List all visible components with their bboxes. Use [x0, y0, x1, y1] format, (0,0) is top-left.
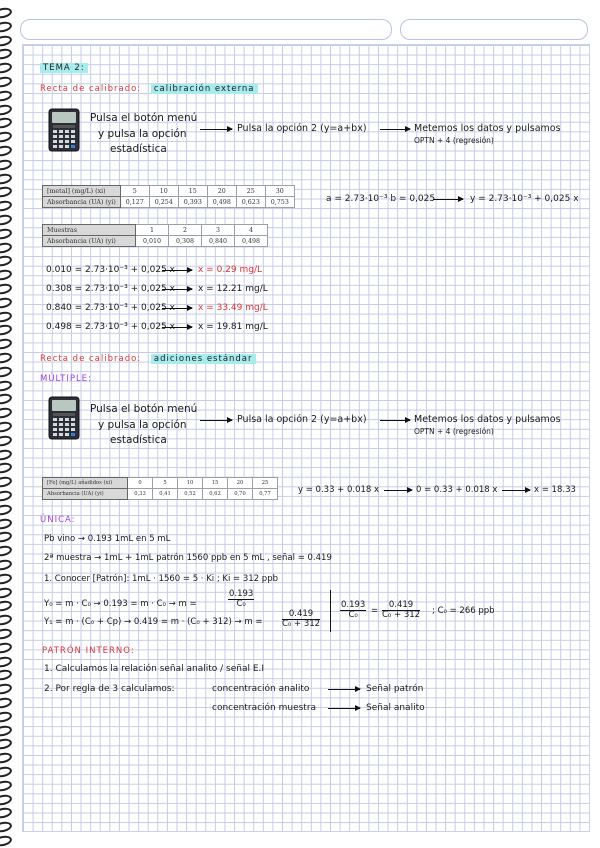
table-cell: 5 — [120, 186, 149, 197]
arrow-icon — [328, 708, 360, 709]
s1-step3-line2: OPTN + 4 (regresión) — [414, 136, 494, 145]
table-cell: 0,77 — [253, 489, 278, 500]
binding-ring — [0, 710, 13, 724]
binding-ring — [0, 324, 13, 338]
table-cell: 0,393 — [178, 197, 207, 208]
arrow-icon — [433, 199, 463, 200]
binding-ring — [0, 682, 13, 696]
calculator-icon — [48, 396, 80, 440]
binding-ring — [0, 641, 13, 655]
s1-step1-line2: y pulsa la opción — [98, 128, 187, 140]
table-cell: 0,010 — [136, 236, 169, 247]
binding-ring — [0, 531, 13, 545]
binding-ring — [0, 89, 13, 103]
table-cell: 0,33 — [128, 489, 153, 500]
fraction-denominator: C₀ — [348, 610, 358, 620]
binding-ring — [0, 627, 13, 641]
table-cell: 0,254 — [149, 197, 178, 208]
table-cell: 0,41 — [153, 489, 178, 500]
sample-equation: 0.010 = 2.73·10⁻³ + 0,025 x — [46, 265, 175, 275]
binding-ring — [0, 613, 13, 627]
patron-step1: 1. Calculamos la relación señal analito / señal E.I — [44, 664, 265, 674]
binding-ring — [0, 517, 13, 531]
binding-ring — [0, 793, 13, 807]
binding-ring — [0, 130, 13, 144]
binding-ring — [0, 172, 13, 186]
patron-right2: Señal analito — [366, 703, 425, 713]
binding-ring — [0, 406, 13, 420]
s2-step3-line2: OPTN + 4 (regresión) — [414, 427, 494, 436]
s1-step1-line3: estadística — [110, 143, 167, 155]
binding-ring — [0, 186, 13, 200]
sample-result: x = 0.29 mg/L — [198, 265, 263, 275]
regression1-equation: y = 2.73·10⁻³ + 0,025 x — [470, 194, 579, 204]
table-row — [43, 489, 278, 500]
binding-ring — [0, 379, 13, 393]
table-cell: 10 — [178, 478, 203, 489]
binding-ring — [0, 475, 13, 489]
s2-step1-line3: estadística — [110, 434, 167, 446]
divider — [330, 590, 331, 632]
arrow-icon — [162, 289, 192, 290]
sample-result: x = 12.21 mg/L — [198, 284, 268, 294]
table-row — [43, 197, 295, 208]
arrow-icon — [162, 308, 192, 309]
fraction — [228, 590, 254, 609]
fraction-denominator: C₀ — [236, 599, 246, 609]
binding-ring — [0, 61, 13, 75]
patron-step2: 2. Por regla de 3 calculamos: — [44, 684, 175, 694]
unica-line4: Y₀ = m · C₀ → 0.193 = m · C₀ → m = — [44, 599, 197, 609]
binding-ring — [0, 268, 13, 282]
binding-ring — [0, 227, 13, 241]
binding-ring — [0, 420, 13, 434]
binding-ring — [0, 448, 13, 462]
binding-ring — [0, 751, 13, 765]
binding-ring — [0, 255, 13, 269]
sample-equation: 0.498 = 2.73·10⁻³ + 0,025 x — [46, 322, 175, 332]
binding-ring — [0, 241, 13, 255]
table-cell: 0,498 — [235, 236, 268, 247]
arrow-icon — [328, 689, 360, 690]
section2-heading: Recta de calibrado: adiciones estándar — [40, 353, 256, 365]
binding-ring — [0, 213, 13, 227]
binding-ring — [0, 282, 13, 296]
s1-step3-line1: Metemos los datos y pulsamos — [414, 123, 561, 134]
table-row-label: Absorbancia (UA) (yi) — [43, 489, 128, 500]
header-tab-left — [20, 19, 392, 40]
table-cell: 2 — [169, 225, 202, 236]
binding-ring — [0, 158, 13, 172]
arrow-icon — [162, 270, 192, 271]
table-cell: 0 — [128, 478, 153, 489]
table-row — [43, 186, 295, 197]
binding-ring — [0, 655, 13, 669]
table-cell: 5 — [153, 478, 178, 489]
regression1-params: a = 2.73·10⁻³ b = 0,025 — [326, 194, 436, 204]
table-cell: 30 — [265, 186, 294, 197]
equals-sign: = — [371, 606, 379, 616]
binding-ring — [0, 48, 13, 62]
header-tab-right — [400, 19, 588, 40]
table-cell: 20 — [207, 186, 236, 197]
binding-ring — [0, 834, 13, 848]
table-cell: 25 — [253, 478, 278, 489]
tema-title: TEMA 2: — [40, 62, 88, 74]
sample-equation: 0.840 = 2.73·10⁻³ + 0,025 x — [46, 303, 175, 313]
patron-label: PATRÓN INTERNO: — [42, 646, 135, 656]
binding-ring — [0, 365, 13, 379]
table-cell: 0,70 — [228, 489, 253, 500]
table-cell: 0,753 — [265, 197, 294, 208]
fraction-numerator: 0.419 — [382, 601, 420, 611]
table-standard-additions — [42, 477, 278, 500]
binding-ring — [0, 117, 13, 131]
binding-ring — [0, 669, 13, 683]
arrow-icon — [200, 420, 232, 421]
binding-ring — [0, 462, 13, 476]
fraction-numerator: 0.419 — [282, 610, 320, 620]
section1-heading: Recta de calibrado: calibración externa — [40, 83, 258, 95]
arrow-icon — [384, 490, 412, 491]
fraction — [340, 601, 366, 620]
binding-ring — [0, 337, 13, 351]
s2-step1-line2: y pulsa la opción — [98, 419, 187, 431]
binding-ring — [0, 296, 13, 310]
table-row — [43, 478, 278, 489]
binding-ring — [0, 779, 13, 793]
s1-step2: Pulsa la opción 2 (y=a+bx) — [237, 123, 367, 134]
table-cell: 3 — [202, 225, 235, 236]
binding-ring — [0, 765, 13, 779]
fraction — [282, 610, 320, 629]
binding-ring — [0, 34, 13, 48]
arrow-icon — [162, 327, 192, 328]
binding-ring — [0, 489, 13, 503]
unica-line1: Pb vino → 0.193 1mL en 5 mL — [44, 534, 171, 544]
unica-result: ; C₀ = 266 ppb — [432, 606, 495, 616]
binding-ring — [0, 696, 13, 710]
table-cell: 0,623 — [236, 197, 265, 208]
s2-step1-line1: Pulsa el botón menú — [90, 403, 198, 415]
table-row — [43, 225, 268, 236]
patron-left1: concentración analito — [212, 684, 310, 694]
binding-ring — [0, 820, 13, 834]
binding-ring — [0, 586, 13, 600]
regression2-zero-eq: 0 = 0.33 + 0.018 x — [416, 485, 498, 495]
binding-ring — [0, 310, 13, 324]
unica-label: ÚNICA: — [40, 515, 76, 525]
binding-ring — [0, 393, 13, 407]
table-row-label: Muestras — [43, 225, 136, 236]
binding-ring — [0, 738, 13, 752]
table-cell: 15 — [178, 186, 207, 197]
unica-line3-text: 1. Conocer [Patrón]: 1mL · 1560 = 5 · Ki ; Ki = 312 ppb — [44, 574, 278, 584]
table-cell: 4 — [235, 225, 268, 236]
binding-ring — [0, 558, 13, 572]
table-cell: 0,127 — [120, 197, 149, 208]
binding-ring — [0, 6, 13, 20]
unica-line5: Y₁ = m · (C₀ + Cp) → 0.419 = m · (C₀ + 312) → m = — [44, 617, 263, 627]
fraction-numerator: 0.193 — [229, 589, 254, 599]
table-row-label: [Fe] (mg/L) añadidos (xi) — [43, 478, 128, 489]
binding-ring — [0, 544, 13, 558]
binding-ring — [0, 75, 13, 89]
binding-ring — [0, 807, 13, 821]
table-cell: 15 — [203, 478, 228, 489]
table-cell: 0,62 — [203, 489, 228, 500]
table-cell: 1 — [136, 225, 169, 236]
fraction-denominator: C₀ + 312 — [282, 619, 321, 629]
table-row-label: Absorbancia (UA) (yi) — [43, 197, 121, 208]
binding-ring — [0, 144, 13, 158]
s2-step3-line1: Metemos los datos y pulsamos — [414, 414, 561, 425]
table-calibration — [42, 185, 295, 208]
regression2-result: x = 18.33 — [534, 485, 576, 495]
binding-ring — [0, 724, 13, 738]
binding-ring — [0, 199, 13, 213]
patron-right1: Señal patrón — [366, 684, 424, 694]
table-cell: 0,308 — [169, 236, 202, 247]
binding-ring — [0, 600, 13, 614]
table-row-label: [metal] (mg/L) (xi) — [43, 186, 121, 197]
table-cell: 0,52 — [178, 489, 203, 500]
table-cell: 25 — [236, 186, 265, 197]
table-row-label: Absorbancia (UA) (yi) — [43, 236, 136, 247]
binding-ring — [0, 103, 13, 117]
binding-ring — [0, 351, 13, 365]
table-cell: 10 — [149, 186, 178, 197]
binding-ring — [0, 434, 13, 448]
multiple-label: MÚLTIPLE: — [40, 374, 92, 384]
sample-result: x = 19.81 mg/L — [198, 322, 268, 332]
sample-result: x = 33.49 mg/L — [198, 303, 268, 313]
s2-step2: Pulsa la opción 2 (y=a+bx) — [237, 414, 367, 425]
sample-equation: 0.308 = 2.73·10⁻³ + 0,025 x — [46, 284, 175, 294]
table-cell: 0,498 — [207, 197, 236, 208]
table-row — [43, 236, 268, 247]
table-samples — [42, 224, 268, 247]
binding-ring — [0, 20, 13, 34]
arrow-icon — [380, 420, 410, 421]
arrow-icon — [502, 490, 530, 491]
fraction — [382, 601, 420, 620]
unica-line2: 2ª muestra → 1mL + 1mL patrón 1560 ppb en 5 mL , señal = 0.419 — [44, 553, 332, 563]
fraction-denominator: C₀ + 312 — [382, 610, 421, 620]
arrow-icon — [200, 129, 232, 130]
fraction-numerator: 0.193 — [341, 600, 366, 610]
table-cell: 0,840 — [202, 236, 235, 247]
s1-step1-line1: Pulsa el botón menú — [90, 112, 198, 124]
unica-line3 — [44, 573, 278, 585]
calculator-icon — [48, 108, 80, 152]
arrow-icon — [380, 129, 410, 130]
binding-ring — [0, 572, 13, 586]
table-cell: 20 — [228, 478, 253, 489]
binding-ring — [0, 503, 13, 517]
regression2-equation: y = 0.33 + 0.018 x — [298, 485, 380, 495]
patron-left2: concentración muestra — [212, 703, 317, 713]
